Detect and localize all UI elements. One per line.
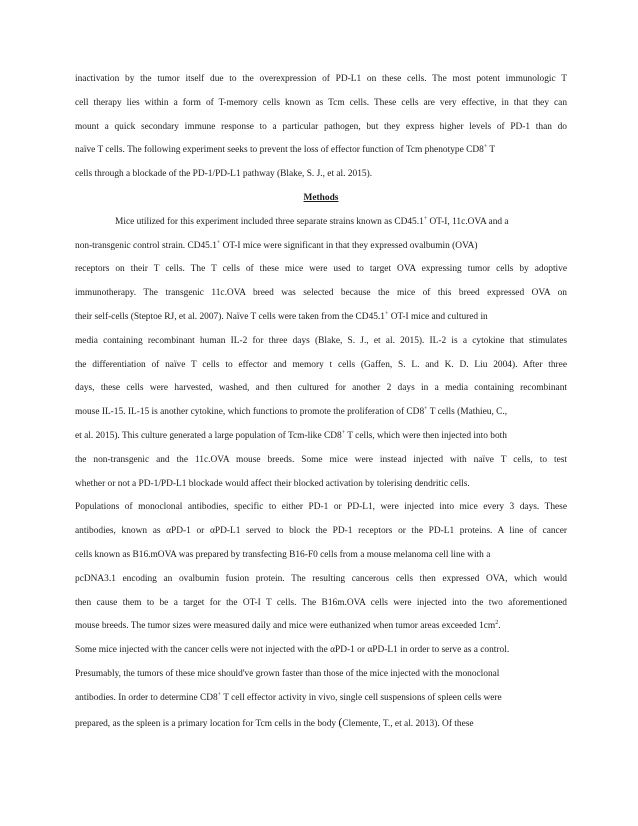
- paragraph-line: pcDNA3.1 encoding an ovalbumin fusion protein. The resulting cancerous cells then expressed OVA, which would: [75, 573, 567, 584]
- paragraph-line: the non-transgenic and the 11c.OVA mouse breeds. Some mice were instead injected with naïve T cells, to test: [75, 454, 567, 465]
- paragraph-line: whether or not a PD-1/PD-L1 blockade would affect their blocked activation by tolerising dendritic cells.: [75, 478, 470, 489]
- paragraph-line: mouse breeds. The tumor sizes were measured daily and mice were euthanized when tumor areas exceeded $1cm^2$.: [75, 620, 501, 632]
- superscript: +: [424, 406, 428, 413]
- superscript: +: [217, 691, 222, 698]
- paragraph-line: cells known as B16.mOVA was prepared by transfecting B16-F0 cells from a mouse melanoma cell line with a: [75, 549, 491, 560]
- paragraph-line: cells through a blockade of the PD-1/PD-L1 pathway (Blake, S. J., et al. 2015).: [75, 169, 373, 180]
- paragraph-line: receptors on their T cells. The T cells of these mice were used to target OVA expressing tumor cells by adoptive: [75, 264, 567, 275]
- paragraph-line: et al. 2015). This culture generated a large population of Tcm-like CD8+ T cells, which were then injected into both: [75, 429, 507, 441]
- paragraph-line: mount a quick secondary immune response to a particular pathogen, but they express higher levels of PD-1 than do: [75, 121, 567, 132]
- paragraph-line: immunotherapy. The transgenic 11c.OVA breed was selected because the mice of this breed expressed OVA on: [75, 288, 567, 299]
- paragraph-line: days, these cells were harvested, washed, and then cultured for another 2 days in a media containing recombinant: [75, 383, 567, 394]
- paragraph-line: inactivation by the tumor itself due to the overexpression of PD-L1 on these cells. The most potent immunologic T: [75, 74, 567, 84]
- paragraph-line: Presumably, the tumors of these mice should've grown faster than those of the mice injected with the monoclonal: [75, 668, 500, 679]
- paragraph-line: then cause them to be a target for the OT-I T cells. The B16m.OVA cells were injected into the two aforementioned: [75, 597, 567, 608]
- paragraph-line: antibodies. In order to determine CD8+ T cell effector activity in vivo, single cell suspensions of spleen cells were: [75, 691, 502, 703]
- section-heading-methods: Methods: [303, 192, 339, 203]
- superscript: +: [216, 239, 221, 246]
- paragraph-line: prepared, as the spleen is a primary location for Tcm cells in the body (Clemente, T., et al. 2013). Of these: [75, 714, 474, 729]
- paren-glyph: (: [338, 714, 343, 729]
- paragraph-line: mouse IL-15. IL-15 is another cytokine, which functions to promote the proliferation of CD8+ T cells (Mathieu, C.,: [75, 406, 508, 418]
- paragraph-line: Some mice injected with the cancer cells were not injected with the αPD-1 or αPD-L1 in order to serve as a control.: [75, 645, 510, 656]
- superscript: +: [483, 144, 488, 151]
- paragraph-line: Mice utilized for this experiment included three separate strains known as CD45.1+ OT-I, 11c.OVA and a: [115, 215, 509, 227]
- paragraph-line: antibodies, known as αPD-1 or αPD-L1 served to block the PD-1 receptors or the PD-L1 proteins. A line of cancer: [75, 526, 567, 537]
- paragraph-line: media containing recombinant human IL-2 for three days (Blake, S. J., et al. 2015). IL-2 is a cytokine that stimulates: [75, 335, 567, 346]
- paragraph-line: the differentiation of naïve T cells to effector and memory t cells (Gaffen, S. L. and K. D. Liu 2004). After three: [75, 359, 567, 370]
- superscript: +: [384, 310, 389, 317]
- superscript: +: [341, 429, 346, 436]
- paragraph-line: their self-cells (Steptoe RJ, et al. 2007). Naïve T cells were taken from the CD45.1+ OT-I mice and cultured in: [75, 310, 488, 322]
- paragraph-line: non-transgenic control strain. CD45.1+ OT-I mice were significant in that they expressed ovalbumin (OVA): [75, 239, 478, 251]
- paragraph-line: naïve T cells. The following experiment seeks to prevent the loss of effector function of Tcm phenotype CD8+ T: [75, 144, 496, 156]
- superscript: +: [423, 215, 428, 222]
- document-body: [75, 68, 567, 734]
- paragraph-line: Populations of monoclonal antibodies, specific to either PD-1 or PD-L1, were injected into mice every 3 days. These: [75, 502, 567, 513]
- superscript: 2: [495, 620, 499, 627]
- paragraph-line: cell therapy lies within a form of T-memory cells known as Tcm cells. These cells are very effective, in that they can: [75, 97, 567, 108]
